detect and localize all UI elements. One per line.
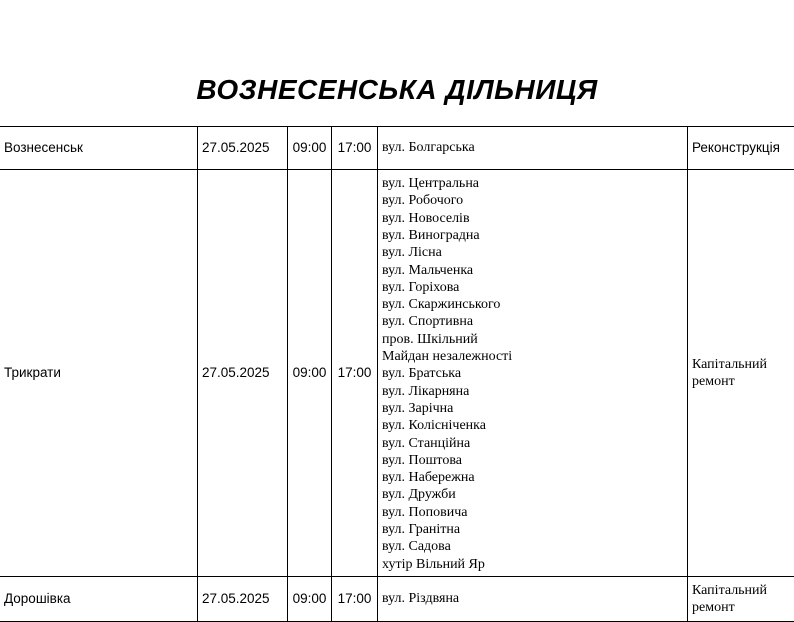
- street-item: вул. Мальченка: [382, 262, 474, 278]
- start-time-cell: 09:00: [288, 127, 332, 170]
- street-item: вул. Лікарняна: [382, 383, 470, 399]
- street-item: вул. Братська: [382, 366, 462, 382]
- page-title: ВОЗНЕСЕНСЬКА ДІЛЬНИЦЯ: [196, 74, 598, 105]
- table-row: [0, 170, 794, 577]
- streets-cell: [378, 127, 688, 170]
- end-time-cell: 17:00: [332, 577, 378, 622]
- work-type-line: ремонт: [692, 600, 735, 615]
- date-cell: 27.05.2025: [198, 127, 288, 170]
- streets-cell: [378, 170, 688, 577]
- street-item: хутір Вільний Яр: [382, 556, 485, 572]
- start-time-cell: 09:00: [288, 577, 332, 622]
- start-time-cell: 09:00: [288, 170, 332, 577]
- street-item: вул. Центральна: [382, 176, 480, 192]
- date-cell: 27.05.2025: [198, 577, 288, 622]
- street-item: вул. Різдвяна: [382, 591, 460, 607]
- street-item: Майдан незалежності: [382, 349, 513, 365]
- street-item: вул. Робочого: [382, 193, 464, 209]
- date-cell: 27.05.2025: [198, 170, 288, 577]
- table-row: [0, 127, 794, 170]
- settlement-cell: Трикрати: [0, 170, 198, 577]
- street-item: вул. Виноградна: [382, 227, 480, 243]
- street-item: вул. Поштова: [382, 452, 462, 468]
- street-item: вул. Лісна: [382, 245, 442, 261]
- street-item: вул. Новоселів: [382, 210, 470, 226]
- street-item: вул. Горіхова: [382, 279, 460, 295]
- street-item: вул. Болгарська: [382, 140, 475, 156]
- street-item: вул. Садова: [382, 539, 451, 555]
- work-type-line: Капітальний: [692, 582, 768, 598]
- outage-schedule-table: [0, 126, 794, 622]
- street-item: вул. Зарічна: [382, 400, 454, 416]
- work-type-cell: [688, 170, 794, 577]
- street-item: вул. Гранітна: [382, 522, 461, 538]
- work-type-cell: [688, 577, 794, 622]
- settlement-cell: Вознесенськ: [0, 127, 198, 170]
- work-type-cell: Реконструкція: [688, 127, 794, 170]
- street-item: вул. Станційна: [382, 435, 471, 451]
- street-item: вул. Скаржинського: [382, 297, 501, 313]
- end-time-cell: 17:00: [332, 170, 378, 577]
- street-item: вул. Колісніченка: [382, 418, 486, 434]
- work-type-line: Капітальний: [692, 356, 768, 372]
- street-list: [382, 173, 683, 573]
- street-item: вул. Набережна: [382, 470, 475, 486]
- street-item: вул. Поповича: [382, 504, 468, 520]
- street-item: вул. Дружби: [382, 487, 456, 503]
- work-type-line: ремонт: [692, 374, 735, 389]
- street-item: пров. Шкільний: [382, 331, 478, 347]
- end-time-cell: 17:00: [332, 127, 378, 170]
- streets-cell: [378, 577, 688, 622]
- street-item: вул. Спортивна: [382, 314, 474, 330]
- settlement-cell: Дорошівка: [0, 577, 198, 622]
- table-row: [0, 577, 794, 622]
